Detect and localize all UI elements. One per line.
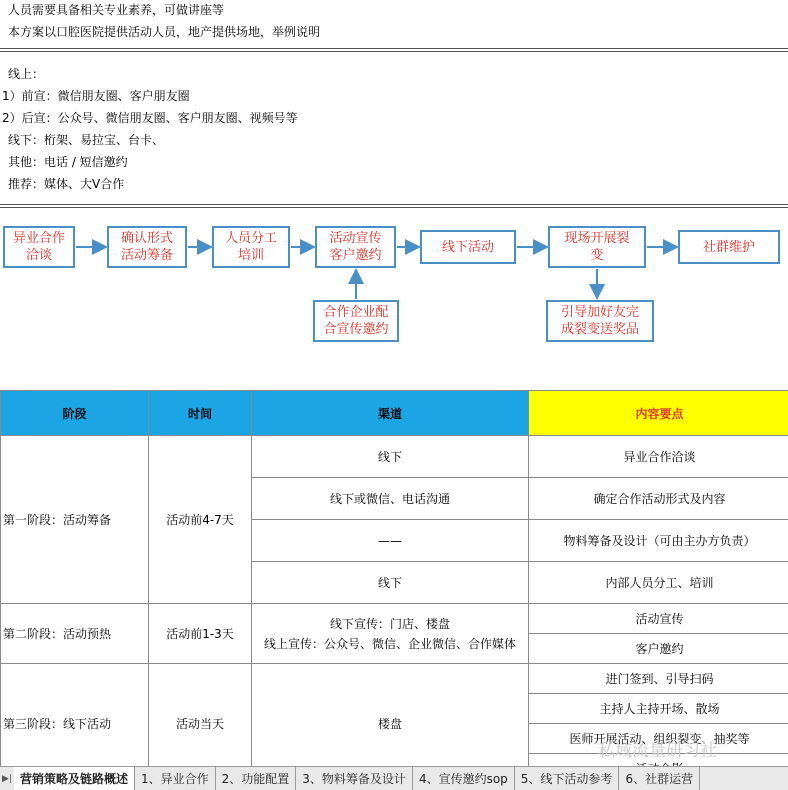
flow-step-7-label: 社群维护 [703,239,755,256]
header-channel: 渠道 [252,391,529,436]
stage3-content-1: 进门签到、引导扫码 [529,664,788,694]
stage1-channel-3: —— [252,520,529,562]
channel-online: 线上： [8,66,44,82]
stage3-name: 第三阶段：线下活动 [1,664,149,784]
flow-sub-6-label: 引导加好友完 成裂变送奖品 [561,304,639,338]
tab-promotion-sop[interactable]: 4、宣传邀约sop [413,767,515,790]
channel-offline: 线下：桁架、易拉宝、台卡、 [8,132,164,148]
flow-step-1-label: 异业合作 洽谈 [13,230,65,264]
stage3-content-2: 主持人主持开场、散场 [529,694,788,724]
stage1-channel-2: 线下或微信、电话沟通 [252,478,529,520]
stage1-name: 第一阶段：活动筹备 [1,436,149,604]
flow-step-3-label: 人员分工 培训 [225,230,277,264]
stage3-channel: 楼盘 [252,664,529,784]
flow-arrows [0,0,788,360]
stage1-channel-1: 线下 [252,436,529,478]
channel-pre: 1）前宣：微信朋友圈、客户朋友圈 [2,88,190,104]
stage2-channel-online: 线上宣传：公众号、微信、企业微信、合作媒体 [254,634,526,654]
intro-line-2: 本方案以口腔医院提供活动人员，地产提供场地，举例说明 [8,24,320,40]
stage1-time: 活动前4-7天 [149,436,252,604]
tab-partner-cooperation[interactable]: 1、异业合作 [135,767,216,790]
stage3-content-3: 医师开展活动、组织裂变、抽奖等 [529,724,788,754]
stage1-content-4: 内部人员分工、培训 [529,562,788,604]
scroll-tabs-right-icon[interactable]: ▶| [0,774,14,784]
intro-line-1: 人员需要具备相关专业素养，可做讲座等 [8,2,224,18]
stage2-channel-offline: 线下宣传：门店、楼盘 [254,614,526,634]
stage1-content-1: 异业合作洽谈 [529,436,788,478]
stage3-time: 活动当天 [149,664,252,784]
flow-step-5-label: 线下活动 [442,239,494,256]
table-row [1,436,788,478]
watermark: 私域流量研习社 [598,736,717,761]
header-content: 内容要点 [529,391,788,436]
channel-post: 2）后宣：公众号、微信朋友圈、客户朋友圈、视频号等 [2,110,298,126]
flow-step-2-label: 确认形式 活动筹备 [121,230,173,264]
flow-sub-4-label: 合作企业配 合宣传邀约 [323,304,388,338]
stage-table [0,390,788,784]
sheet-tab-bar [0,766,788,790]
flow-step-4-label: 活动宣传 客户邀约 [329,230,381,264]
channel-other: 其他：电话 / 短信邀约 [8,154,128,170]
table-row [1,604,788,634]
flow-step-6-label: 现场开展裂 变 [564,230,629,264]
stage2-channel [252,604,529,664]
stage2-name: 第二阶段：活动预热 [1,604,149,664]
header-stage: 阶段 [1,391,149,436]
channel-recommend: 推荐：媒体、大V合作 [8,176,124,192]
tab-feature-config[interactable]: 2、功能配置 [216,767,297,790]
stage1-channel-4: 线下 [252,562,529,604]
stage1-content-3: 物料筹备及设计（可由主办方负责） [529,520,788,562]
tab-materials[interactable]: 3、物料筹备及设计 [296,767,413,790]
tab-strategy-overview[interactable]: 营销策略及链路概述 [14,767,135,790]
table-header-row [1,391,788,436]
header-time: 时间 [149,391,252,436]
tab-community-ops[interactable]: 6、社群运营 [619,767,700,790]
table-row [1,664,788,694]
stage2-content-2: 客户邀约 [529,634,788,664]
tab-offline-events[interactable]: 5、线下活动参考 [515,767,620,790]
stage2-content-1: 活动宣传 [529,604,788,634]
stage1-content-2: 确定合作活动形式及内容 [529,478,788,520]
stage2-time: 活动前1-3天 [149,604,252,664]
